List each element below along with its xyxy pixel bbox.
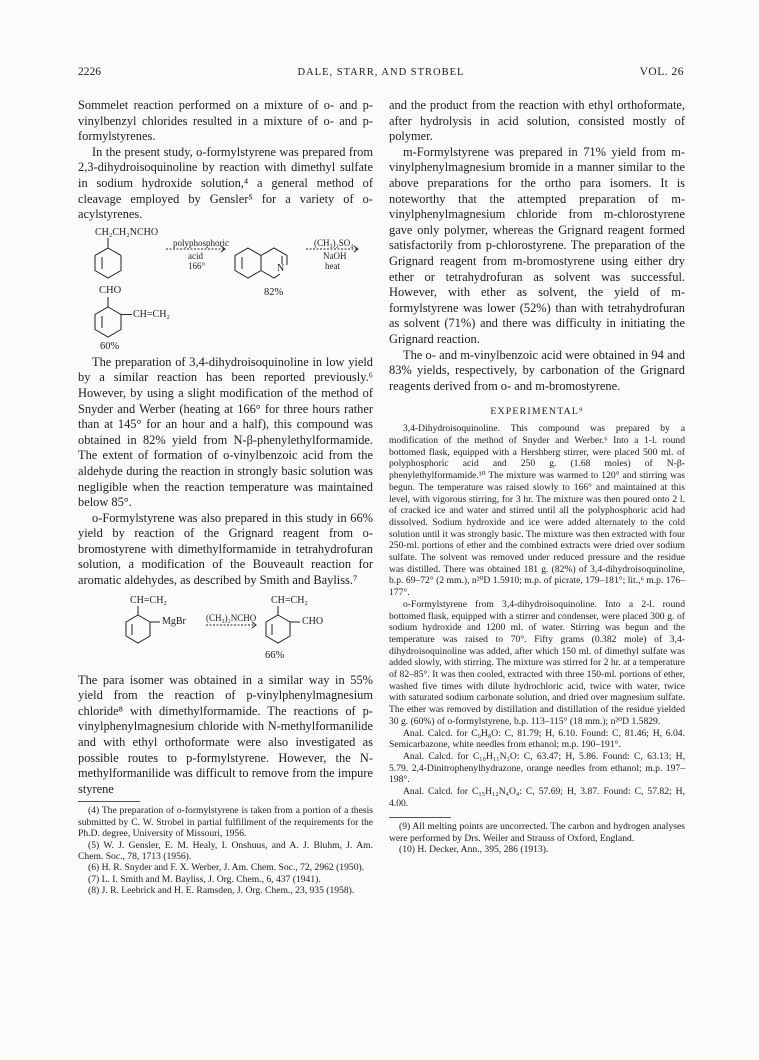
- scheme-2-structures: [78, 595, 373, 669]
- paragraph: The o- and m-vinylbenzoic acid were obtained in 94 and 83% yields, respectively, by carbonation of the Grignard reagents derived from o- and m-bromostyrene.: [389, 347, 685, 393]
- page-number: 2226: [78, 66, 101, 78]
- experimental-paragraph: o-Formylstyrene from 3,4-dihydroisoquinoline. Into a 2-l. round bottomed flask, equipped with a stirrer and condenser, were placed 300 g. of sodium hydroxide and 1200 ml. of water. Stirring was begun and the temperature was raised to 70°. Fifty grams (0.382 mole) of 3,4-dihydroisoquinoline was added, after which 150 ml. of dimethyl sulfate was added slowly, with stirring. The mixture was stirred for 2 hr. at a temperature of 82–85°. It was then cooled, extracted with three 150-ml. portions of ether, washed five times with dilute hydrochloric acid, twice with water, twice with saturated sodium carbonate solution, and dried over magnesium sulfate. The ether was removed by distillation and distillation of the residue yielded 30 g. (60%) of o-formylstyrene, b.p. 113–115° (18 mm.); n²⁰D 1.5829.: [389, 598, 685, 727]
- running-header: [78, 66, 684, 82]
- paragraph: o-Formylstyrene was also prepared in this study in 66% yield by reaction of the Grignard reagent from o-bromostyrene with dimethylformamide in tetrahydrofuran solution, a modification of the Bouveault reaction for aromatic aldehydes, as described by Smith and Bayliss.⁷: [78, 510, 373, 588]
- footnote: (4) The preparation of o-formylstyrene is taken from a portion of a thesis submitted by C. W. Strobel in partial fulfillment of the requirements for the Ph.D. degree, University of Missouri, 1956.: [78, 805, 373, 840]
- analysis-paragraph: Anal. Calcd. for C₁₅H₁₂N₄O₄: C, 57.69; H, 3.87. Found: C, 57.82; H, 4.00.: [389, 786, 685, 809]
- right-column: [389, 98, 685, 856]
- footnotes-right: [389, 821, 685, 855]
- footnote: (10) H. Decker, Ann., 395, 286 (1913).: [399, 844, 549, 856]
- arrow-1-reagent-2: acid: [188, 250, 203, 261]
- footnotes-left: [78, 805, 373, 896]
- paragraph: m-Formylstyrene was prepared in 71% yield from m-vinylphenylmagnesium bromide in a manner similar to the above preparations for the ortho para isomers. It is noteworthy that the attempted preparation of m-vinylphenylmagnesium chloride from m-chlorostyrene gave only polymer, whereas the Grignard reagent formed satisfactorily from p-chlorostyrene. The preparation of the Grignard reagent from m-bromostyrene using either dry ether or tetrahydrofuran as solvent was successful. However, with ether as solvent, the yield of m-formylstyrene was lower (52%) than with tetrahydrofuran as solvent (71%) and there was difficulty in initiating the Grignard reaction.: [389, 144, 685, 346]
- nitrogen-atom: N: [277, 262, 285, 274]
- paragraph: The preparation of 3,4-dihydroisoquinoline in low yield by a similar reaction has been reported previously.⁶ However, by using a slight modification of the method of Snyder and Werber (heating at 166° for three hours rather than at 145° for an hour and a half), this compound was obtained in 82% yield from N-β-phenylethylformamide. The extent of formation of o-vinylbenzoic acid from the aldehyde during the reaction in strongly basic solution was negligible when the reaction temperature was maintained below 85°.: [78, 354, 373, 510]
- left-column: [78, 98, 373, 897]
- formamide-label: CH₂CH₂NCHO: [95, 226, 159, 238]
- arrow-2-condition: heat: [325, 260, 340, 271]
- section-heading: EXPERIMENTAL⁹: [490, 406, 584, 418]
- reaction-scheme-2: [78, 595, 373, 669]
- aldehyde-label: CHO: [99, 284, 122, 296]
- vinyl-label: CH=CH₂: [133, 308, 170, 320]
- yield-label: 82%: [264, 286, 284, 298]
- reaction-scheme-1: [78, 227, 373, 351]
- volume-label: VOL. 26: [639, 66, 684, 78]
- vinyl-label: CH=CH₂: [271, 594, 308, 606]
- analysis-paragraph: Anal. Calcd. for C₁₀H₁₁N₃O: C, 63.47; H, 5.86. Found: C, 63.13; H, 5.79. 2,4-Dinitrophenylhydrazone, orange needles from ethanol; m.p. 197–198°.: [389, 750, 685, 786]
- benzene-ring: [266, 615, 290, 643]
- benzene-ring: [235, 248, 261, 278]
- paragraph: and the product from the reaction with ethyl orthoformate, after hydrolysis in acid solution, consisted mostly of polymer.: [389, 98, 685, 144]
- grignard-label: MgBr: [162, 615, 186, 627]
- footnote-rule: [78, 801, 140, 802]
- footnote-rule: [389, 817, 451, 818]
- arrow-2-reagent-2: NaOH: [323, 250, 347, 261]
- vinyl-label: CH=CH₂: [130, 594, 167, 606]
- running-head-authors: DALE, STARR, AND STROBEL: [297, 67, 465, 78]
- analysis-paragraph: Anal. Calcd. for C₉H₈O: C, 81.79; H, 6.10. Found: C, 81.46; H, 6.04. Semicarbazone, white needles from ethanol; m.p. 190–191°.: [389, 727, 685, 751]
- footnote: (9) All melting points are uncorrected. The carbon and hydrogen analyses were performed by Drs. Weiler and Strauss of Oxford, England.: [389, 821, 685, 844]
- paragraph: In the present study, o-formylstyrene was prepared from 2,3-dihydroisoquinoline by reaction with dimethyl sulfate in sodium hydroxide solution,⁴ a general method of cleavage employed by Gensler⁵ for a variety of o-acylstyrenes.: [78, 144, 373, 222]
- experimental-paragraph: 3,4-Dihydroisoquinoline. This compound was prepared by a modification of the method of Snyder and Werber.⁶ Into a 1-l. round bottomed flask, equipped with a Hershberg stirrer, were placed 500 ml. of polyphosphoric acid and 250 g. (1.68 moles) of N-β-phenylethylformamide.¹⁰ The mixture was warmed to 120° and stirring was begun. The temperature was raised slowly to 166° and maintained at this level, with vigorous stirring, for 3 hr. The mixture was then poured onto 2 l. of cracked ice and water and stirred until all the polyphosphoric acid had dissolved. Sodium hydroxide and ice were added alternately to the cold solution until it was strongly basic. The mixture was then extracted with four 250-ml. portions of ether and the combined extracts were dried over sodium sulfate. The solvent was removed under reduced pressure and the residue was distilled. There was obtained 181 g. (82%) of 3,4-dihydroisoquinoline, b.p. 69–72° (2 mm.), n²⁰D 1.5910; m.p. of picrate, 179–181°; lit.,⁶ m.p. 176–177°.: [389, 423, 685, 599]
- arrow-1-condition: 166°: [188, 260, 206, 271]
- aldehyde-label: CHO: [302, 615, 324, 627]
- reagent-label: (CH₃)₂NCHO: [206, 612, 257, 623]
- paragraph: The para isomer was obtained in a similar way in 55% yield from the reaction of p-vinylphenylmagnesium chloride⁸ with dimethylformamide. The reactions of p-vinylphenylmagnesium chloride with N-methylformanilide and with ethyl orthoformate were also investigated as possible routes to p-formylstyrene. However, the N-methylformanilide was difficult to remove from the impure styrene: [78, 672, 373, 796]
- arrow-1-reagent: polyphosphoric: [173, 237, 229, 248]
- footnote: (6) H. R. Snyder and F. X. Werber, J. Am. Chem. Soc., 72, 2962 (1950).: [88, 862, 365, 874]
- yield-label: 66%: [265, 649, 285, 661]
- paragraph: Sommelet reaction performed on a mixture of o- and p-vinylbenzyl chlorides resulted in a mixture of o- and p-formylstyrenes.: [78, 98, 373, 144]
- benzene-ring: [95, 248, 121, 278]
- footnote: (8) J. R. Leebrick and H. E. Ramsden, J. Org. Chem., 23, 935 (1958).: [88, 885, 355, 897]
- arrow-2-reagent: (CH₃)₂SO₄: [314, 237, 354, 248]
- footnote: (5) W. J. Gensler, E. M. Healy, I. Onshuus, and A. J. Bluhm, J. Am. Chem. Soc., 78, 1713 (1956).: [78, 839, 373, 863]
- benzene-ring: [95, 307, 121, 337]
- yield-label: 60%: [100, 340, 120, 352]
- footnote: (7) L. I. Smith and M. Bayliss, J. Org. Chem., 6, 437 (1941).: [88, 873, 321, 885]
- benzene-ring: [126, 615, 150, 643]
